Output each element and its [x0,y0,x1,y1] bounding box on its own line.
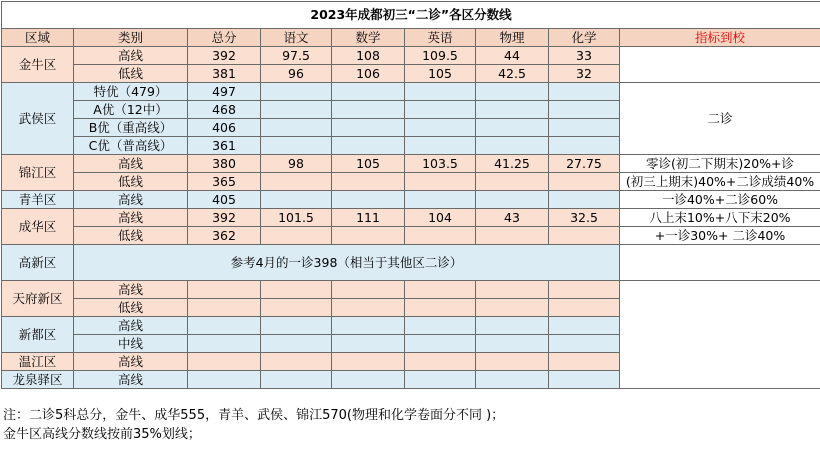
category-cell: B优（重高线） [74,119,188,137]
table-row [2,227,820,245]
chinese-cell: 96 [261,65,332,83]
region-jinniu: 金牛区 [2,47,74,83]
quota-cell [620,281,820,389]
header-quota: 指标到校 [620,29,820,47]
total-cell: 365 [188,173,261,191]
category-cell: 低线 [74,227,188,245]
quota-cell: +一诊30%+ 二诊40% [620,227,820,245]
chemistry-cell: 32 [549,65,620,83]
chinese-cell: 101.5 [261,209,332,227]
math-cell: 111 [332,209,405,227]
total-cell: 392 [188,47,261,65]
header-category: 类别 [74,29,188,47]
chemistry-cell: 32.5 [549,209,620,227]
table-row [2,173,820,191]
table-title: 2023年成都初三“二诊”各区分数线 [2,2,820,29]
header-english: 英语 [405,29,476,47]
header-total: 总分 [188,29,261,47]
english-cell: 103.5 [405,155,476,173]
category-cell: 高线 [74,47,188,65]
score-table [1,1,820,389]
total-cell: 405 [188,191,261,209]
category-cell: 高线 [74,371,188,389]
quota-cell: 二诊 [620,83,820,155]
category-cell: 低线 [74,299,188,317]
category-cell: A优（12中） [74,101,188,119]
table-row [2,47,820,65]
total-cell: 497 [188,83,261,101]
header-physics: 物理 [476,29,549,47]
region-gaoxin: 高新区 [2,245,74,281]
category-cell: 低线 [74,173,188,191]
physics-cell: 41.25 [476,155,549,173]
region-tianfu: 天府新区 [2,281,74,317]
total-cell: 362 [188,227,261,245]
quota-cell: 一诊40%+二诊60% [620,191,820,209]
table-row [2,281,820,299]
table-row [2,191,820,209]
total-cell: 380 [188,155,261,173]
category-cell: 低线 [74,65,188,83]
chinese-cell: 97.5 [261,47,332,65]
chemistry-cell: 33 [549,47,620,65]
total-cell: 381 [188,65,261,83]
category-cell: 中线 [74,335,188,353]
region-qingyang: 青羊区 [2,191,74,209]
table-row [2,245,820,281]
region-wenjiang: 温江区 [2,353,74,371]
quota-cell: 零诊(初二下期末)20%+诊 [620,155,820,173]
category-cell: 高线 [74,155,188,173]
quota-cell [620,47,820,83]
physics-cell: 44 [476,47,549,65]
quota-cell [620,245,820,281]
quota-cell: (初三上期末)40%+二诊成绩40% [620,173,820,191]
category-cell: C优（普高线） [74,137,188,155]
header-region: 区域 [2,29,74,47]
header-math: 数学 [332,29,405,47]
english-cell: 105 [405,65,476,83]
total-cell: 468 [188,101,261,119]
footnote-line-1: 注：二诊5科总分，金牛、成华555，青羊、武侯、锦江570(物理和化学卷面分不同 )； [3,408,505,423]
english-cell: 104 [405,209,476,227]
english-cell: 109.5 [405,47,476,65]
chinese-cell: 98 [261,155,332,173]
physics-cell: 43 [476,209,549,227]
region-chenghua: 成华区 [2,209,74,245]
footnote [3,406,504,444]
math-cell: 106 [332,65,405,83]
category-cell: 高线 [74,281,188,299]
total-cell: 361 [188,137,261,155]
total-cell: 406 [188,119,261,137]
category-cell: 特优（479） [74,83,188,101]
footnote-line-2: 金牛区高线分数线按前35%划线； [3,427,201,442]
chemistry-cell: 27.75 [549,155,620,173]
header-row [2,29,820,47]
category-cell: 高线 [74,317,188,335]
category-cell: 高线 [74,353,188,371]
region-longquanyi: 龙泉驿区 [2,371,74,389]
table-row [2,155,820,173]
table-row [2,209,820,227]
gaoxin-note: 参考4月的一诊398（相当于其他区二诊） [74,245,620,281]
category-cell: 高线 [74,209,188,227]
region-wuhou: 武侯区 [2,83,74,155]
total-cell: 392 [188,209,261,227]
header-chinese: 语文 [261,29,332,47]
region-jinjiang: 锦江区 [2,155,74,191]
math-cell: 108 [332,47,405,65]
category-cell: 高线 [74,191,188,209]
physics-cell: 42.5 [476,65,549,83]
header-chemistry: 化学 [549,29,620,47]
region-xindu: 新都区 [2,317,74,353]
math-cell: 105 [332,155,405,173]
quota-cell: 八上末10%+八下末20% [620,209,820,227]
table-row [2,83,820,101]
